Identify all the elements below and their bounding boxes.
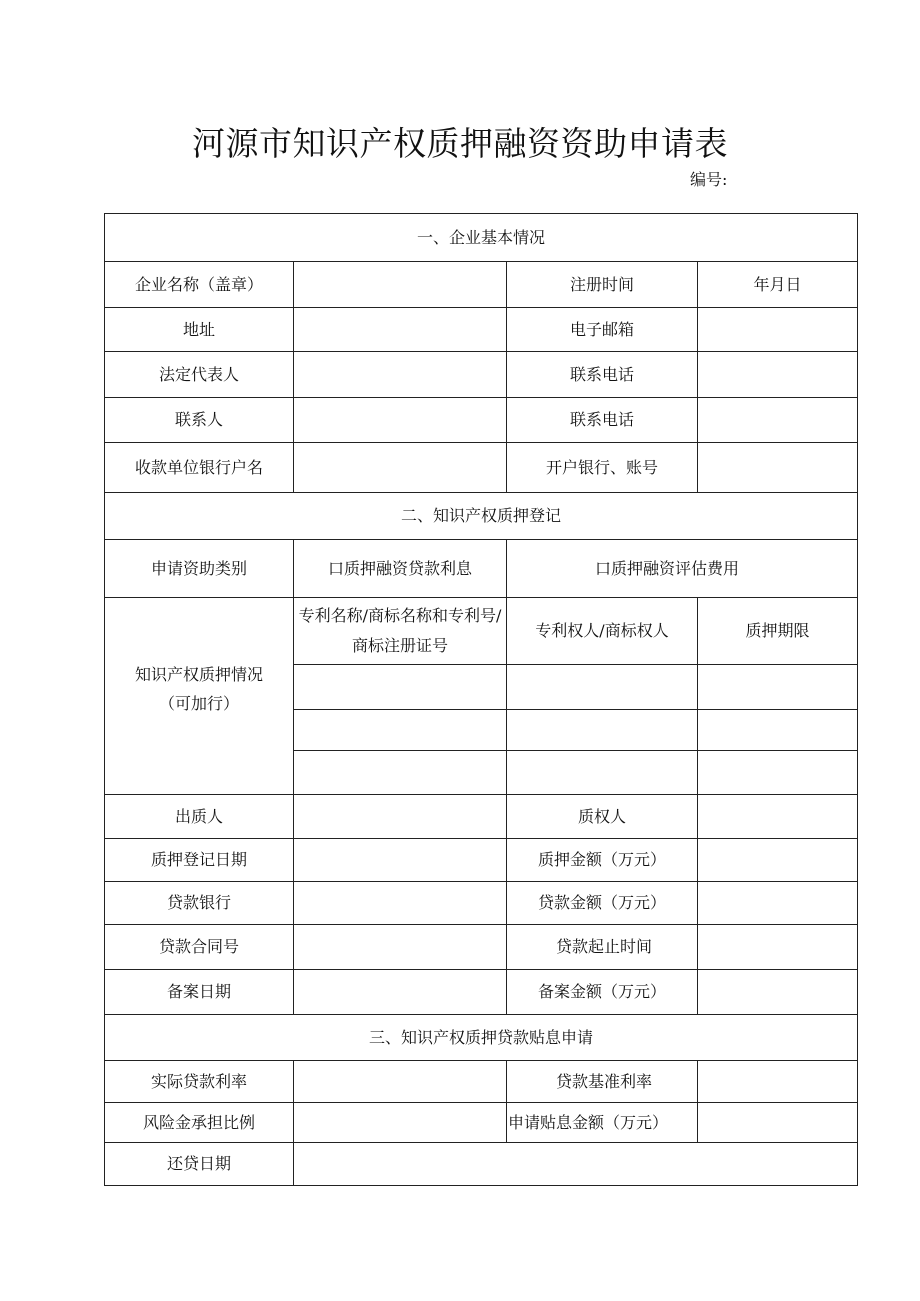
filing-date-field[interactable] — [294, 970, 507, 1015]
phone1-field[interactable] — [698, 352, 858, 398]
loan-bank-field[interactable] — [294, 882, 507, 925]
filing-amount-field[interactable] — [698, 970, 858, 1015]
bank-account-label: 开户银行、账号 — [507, 443, 698, 493]
loan-amount-label: 贷款金额（万元） — [507, 882, 698, 925]
col-name-header: 专利名称/商标名称和专利号/商标注册证号 — [294, 598, 507, 665]
phone2-field[interactable] — [698, 398, 858, 443]
filing-date-label: 备案日期 — [105, 970, 294, 1015]
option-evaluation-label: 口质押融资评估费用 — [595, 558, 740, 578]
serial-number — [690, 167, 787, 190]
base-rate-label: 贷款基准利率 — [507, 1061, 698, 1103]
address-field[interactable] — [294, 308, 507, 352]
subsidy-amount-field[interactable] — [698, 1103, 858, 1143]
email-label: 电子邮箱 — [507, 308, 698, 352]
col-holder-header: 专利权人/商标权人 — [507, 598, 698, 665]
option-interest[interactable] — [294, 540, 507, 598]
pledge-row-holder[interactable] — [507, 751, 698, 795]
legal-rep-label: 法定代表人 — [105, 352, 294, 398]
base-rate-field[interactable] — [698, 1061, 858, 1103]
phone1-label: 联系电话 — [507, 352, 698, 398]
pledge-row-name[interactable] — [294, 710, 507, 751]
pledge-row-holder[interactable] — [507, 665, 698, 710]
loan-bank-label: 贷款银行 — [105, 882, 294, 925]
payee-label: 收款单位银行户名 — [105, 443, 294, 493]
pledge-row-term[interactable] — [698, 710, 858, 751]
repay-date-field[interactable] — [294, 1143, 858, 1186]
company-name-label: 企业名称（盖章） — [105, 262, 294, 308]
loan-amount-field[interactable] — [698, 882, 858, 925]
section3-title: 三、知识产权质押贷款贴息申请 — [105, 1015, 858, 1061]
col-term-header: 质押期限 — [698, 598, 858, 665]
pledgee-label: 质权人 — [507, 795, 698, 839]
risk-ratio-label: 风险金承担比例 — [105, 1103, 294, 1143]
phone2-label: 联系电话 — [507, 398, 698, 443]
pledge-row-name[interactable] — [294, 665, 507, 710]
form-title: 河源市知识产权质押融资资助申请表 — [192, 124, 728, 163]
contact-field[interactable] — [294, 398, 507, 443]
option-evaluation[interactable] — [507, 540, 858, 598]
actual-rate-label: 实际贷款利率 — [105, 1061, 294, 1103]
pledge-amount-label: 质押金额（万元） — [507, 839, 698, 882]
pledge-row-term[interactable] — [698, 665, 858, 710]
company-name-field[interactable] — [294, 262, 507, 308]
serial-label: 编号: — [690, 170, 728, 189]
application-form-table — [104, 213, 858, 1186]
contact-label: 联系人 — [105, 398, 294, 443]
pledge-status-note: （可加行） — [158, 693, 239, 713]
loan-period-label: 贷款起止时间 — [507, 925, 698, 970]
pledge-status-cell — [105, 598, 294, 795]
pledge-amount-field[interactable] — [698, 839, 858, 882]
filing-amount-label: 备案金额（万元） — [507, 970, 698, 1015]
subsidy-amount-label: 申请贴息金额（万元） — [507, 1103, 698, 1143]
pledge-row-holder[interactable] — [507, 710, 698, 751]
pledgee-field[interactable] — [698, 795, 858, 839]
reg-date-field[interactable]: 年月日 — [698, 262, 858, 308]
reg-date-label: 注册时间 — [507, 262, 698, 308]
actual-rate-field[interactable] — [294, 1061, 507, 1103]
bank-account-field[interactable] — [698, 443, 858, 493]
contract-no-field[interactable] — [294, 925, 507, 970]
pledge-status-label: 知识产权质押情况 — [134, 665, 263, 684]
address-label: 地址 — [105, 308, 294, 352]
pledge-row-term[interactable] — [698, 751, 858, 795]
section2-title: 二、知识产权质押登记 — [105, 493, 858, 540]
pledgor-label: 出质人 — [105, 795, 294, 839]
email-field[interactable] — [698, 308, 858, 352]
pledge-reg-date-field[interactable] — [294, 839, 507, 882]
repay-date-label: 还贷日期 — [105, 1143, 294, 1186]
pledge-row-name[interactable] — [294, 751, 507, 795]
legal-rep-field[interactable] — [294, 352, 507, 398]
pledgor-field[interactable] — [294, 795, 507, 839]
contract-no-label: 贷款合同号 — [105, 925, 294, 970]
loan-period-field[interactable] — [698, 925, 858, 970]
option-interest-label: 口质押融资贷款利息 — [327, 558, 472, 578]
risk-ratio-field[interactable] — [294, 1103, 507, 1143]
category-label: 申请资助类别 — [105, 540, 294, 598]
payee-field[interactable] — [294, 443, 507, 493]
section1-title: 一、企业基本情况 — [105, 214, 858, 262]
pledge-reg-date-label: 质押登记日期 — [105, 839, 294, 882]
